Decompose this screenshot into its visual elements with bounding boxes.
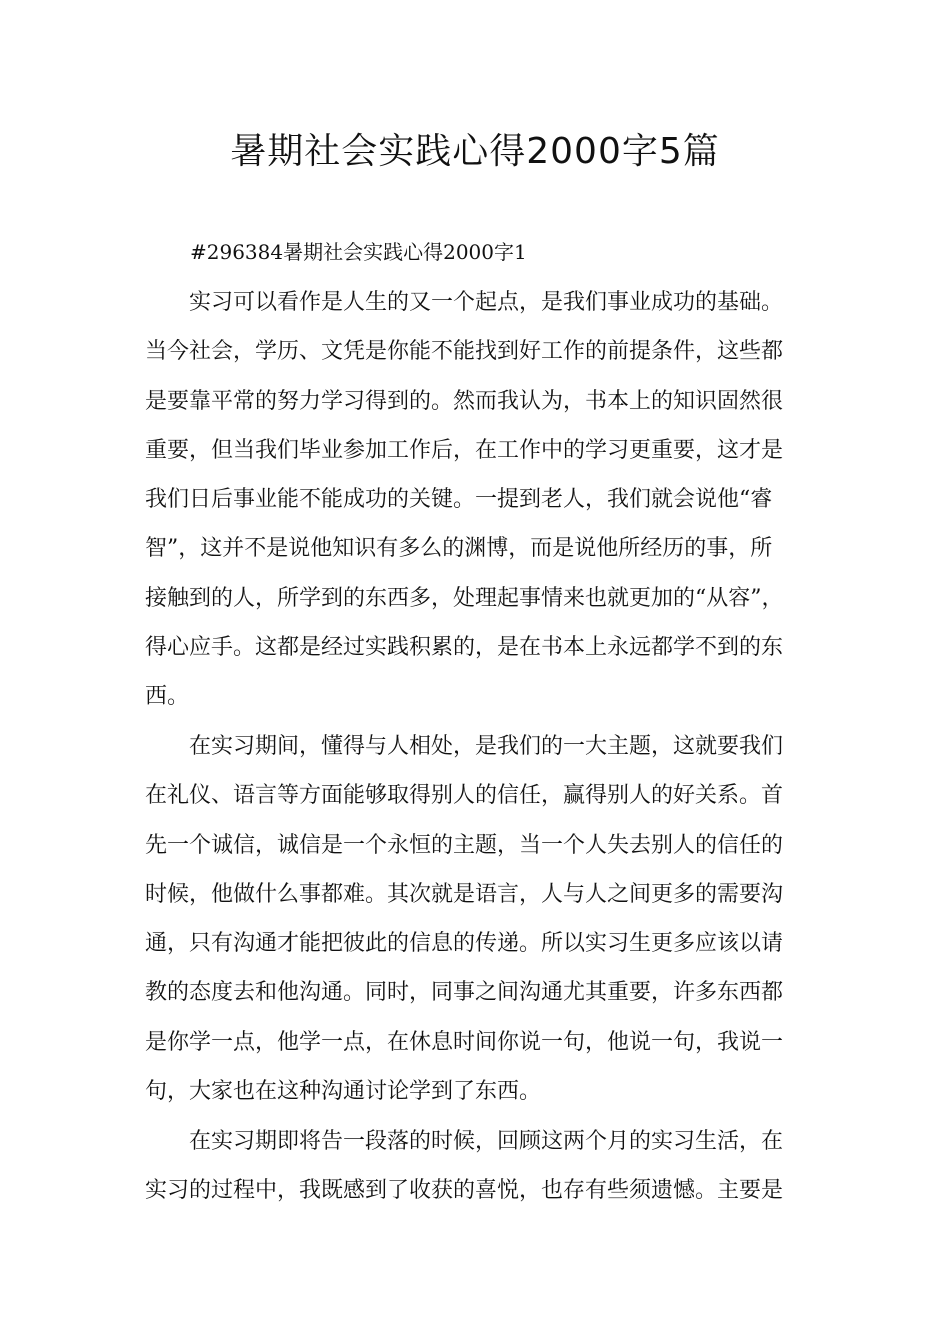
paragraph-line: 是你学一点，他学一点，在休息时间你说一句，他说一句，我说一 (145, 1029, 784, 1055)
paragraph-line: 西。 (145, 684, 190, 710)
paragraph-line: 当今社会，学历、文凭是你能不能找到好工作的前提条件，这些都 (145, 339, 784, 365)
paragraph-3 (145, 1117, 815, 1216)
paragraph-line: 在实习期间，懂得与人相处，是我们的一大主题，这就要我们 (189, 734, 784, 759)
paragraph-line: 接触到的人，所学到的东西多，处理起事情来也就更加的“从容”， (145, 585, 784, 611)
paragraph-line: 是要靠平常的努力学习得到的。然而我认为，书本上的知识固然很 (145, 388, 784, 414)
paragraph-2 (145, 722, 815, 1116)
document-title: 暑期社会实践心得2000字5篇 (230, 131, 720, 172)
document-subtitle: #296384暑期社会实践心得2000字1 (190, 240, 527, 264)
paragraph-line: 得心应手。这都是经过实践积累的，是在书本上永远都学不到的东 (145, 635, 784, 661)
paragraph-line: 通，只有沟通才能把彼此的信息的传递。所以实习生更多应该以请 (145, 931, 784, 957)
paragraph-line: 教的态度去和他沟通。同时，同事之间沟通尤其重要，许多东西都 (145, 980, 784, 1006)
paragraph-line: 我们日后事业能不能成功的关键。一提到老人，我们就会说他“睿 (145, 487, 773, 513)
paragraph-line: 实习的过程中，我既感到了收获的喜悦，也存有些须遗憾。主要是 (145, 1178, 784, 1204)
paragraph-line: 先一个诚信，诚信是一个永恒的主题，当一个人失去别人的信任的 (145, 832, 784, 858)
paragraph-line: 重要，但当我们毕业参加工作后，在工作中的学习更重要，这才是 (145, 437, 784, 463)
paragraph-line: 在实习期即将告一段落的时候，回顾这两个月的实习生活，在 (189, 1129, 784, 1154)
paragraph-line: 时候，他做什么事都难。其次就是语言，人与人之间更多的需要沟 (145, 881, 784, 907)
paragraph-line: 句，大家也在这种沟通讨论学到了东西。 (145, 1079, 542, 1105)
paragraph-line: 智”，这并不是说他知识有多么的渊博，而是说他所经历的事，所 (145, 536, 773, 562)
paragraph-line: 实习可以看作是人生的又一个起点，是我们事业成功的基础。 (189, 290, 784, 315)
paragraph-line: 在礼仪、语言等方面能够取得别人的信任，赢得别人的好关系。首 (145, 783, 784, 809)
paragraph-1 (145, 278, 815, 722)
